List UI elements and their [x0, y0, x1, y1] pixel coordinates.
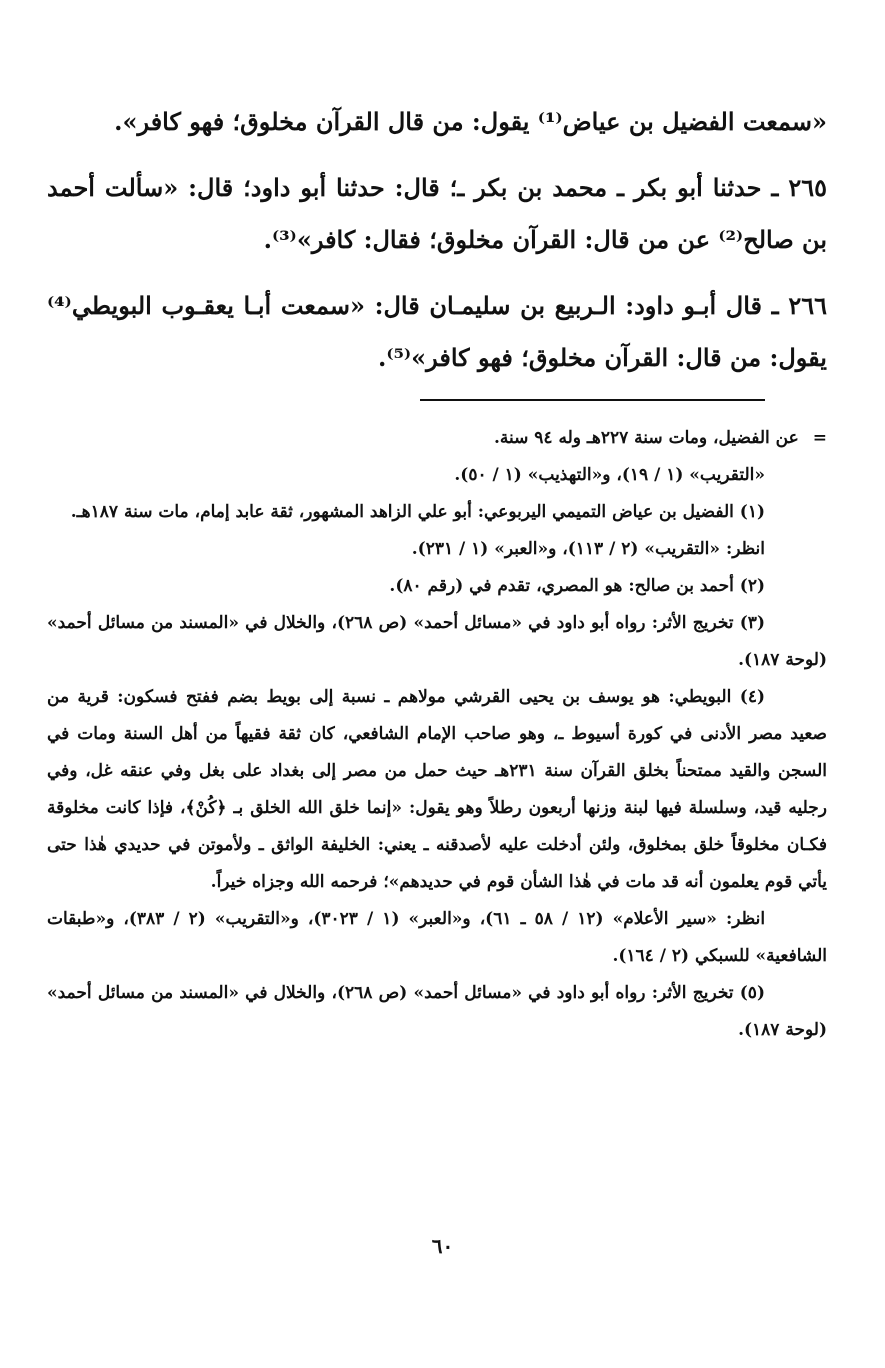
footnote-1: (١) الفضيل بن عياض التميمي اليربوعي: أبو علي الزاهد المشهور، ثقة عابد إمام، مات سنة ١٨٧هـ.	[70, 502, 765, 522]
footnote-continuation-text: عن الفضيل، ومات سنة ٢٢٧هـ وله ٩٤ سنة.	[493, 428, 799, 448]
footnote-2: (٢) أحمد بن صالح: هو المصري، تقدم في (رقم ٨٠).	[389, 576, 765, 596]
footnote-3: (٣) تخريج الأثر: رواه أبو داود في «مسائل أحمد» (ص ٢٦٨)، والخلال في «المسند من مسائل أحمد» (لوحة ١٨٧).	[47, 613, 827, 670]
continuation-mark: =	[812, 428, 827, 448]
paragraph-fudayl-quote: «سمعت الفضيل بن عياض⁽¹⁾ يقول: من قال القرآن مخلوق؛ فهو كافر».	[114, 107, 827, 136]
footnote-continuation-refs: «التقريب» (١ / ١٩)، و«التهذيب» (١ / ٥٠).	[454, 465, 765, 485]
footnote-1-refs: انظر: «التقريب» (٢ / ١١٣)، و«العبر» (١ / ٢٣١).	[411, 539, 765, 559]
footnote-4: (٤) البويطي: هو يوسف بن يحيى القرشي مولاهم ـ نسبة إلى بويط بضم ففتح فسكون: قرية من صعيد مصر الأدنى في كورة أسيوط ـ، وهو صاحب الإمام الشافعي، كان ثقة فقيهاً من أهل السنة ومات في السجن والقيد ممتحناً بخلق القرآن سنة ٢٣١هـ حيث حمل من مصر إلى بغداد على بغل وفي عنقه غل، وفي رجليه قيد، وسلسلة فيها لبنة وزنها أربعون رطلاً وهو يقول: «إنما خلق الله الخلق بـ ﴿كُنْ﴾، فإذا كانت مخلوقة فكـان مخلوقاً خلق بمخلوق، ولئن أدخلت عليه لأصدقنه ـ يعني: الخليفة الواثق ـ ولأموتن في حديدي هٰذا حتى يأتي قوم يعلمون أنه قد مات في هٰذا الشأن قوم في حديدهم»؛ فرحمه الله وجزاه خيراً.	[47, 687, 827, 892]
main-text	[47, 96, 827, 384]
footnote-4-refs: انظر: «سير الأعلام» (١٢ / ٥٨ ـ ٦١)، و«العبر» (١ / ٣٠٢٣)، و«التقريب» (٢ / ٣٨٣)، و«طبقات الشافعية» للسبكي (٢ / ١٦٤).	[47, 909, 827, 966]
paragraph-265: ٢٦٥ ـ حدثنا أبو بكر ـ محمد بن بكر ـ؛ قال: حدثنا أبو داود؛ قال: «سألت أحمد بن صالح⁽²⁾ عن من قال: القرآن مخلوق؛ فقال: كافر»⁽³⁾.	[47, 173, 827, 254]
footnotes	[47, 420, 827, 1049]
footnote-continuation	[47, 420, 827, 457]
paragraph-266: ٢٦٦ ـ قال أبـو داود: الـربيع بن سليمـان قال: «سمعت أبـا يعقـوب البويطي⁽⁴⁾ يقول: من قال: القرآن مخلوق؛ فهو كافر»⁽⁵⁾.	[47, 291, 827, 372]
footnote-separator	[420, 399, 765, 401]
footnote-5: (٥) تخريج الأثر: رواه أبو داود في «مسائل أحمد» (ص ٢٦٨)، والخلال في «المسند من مسائل أحمد» (لوحة ١٨٧).	[47, 983, 827, 1040]
page-number: ٦٠	[431, 1234, 454, 1258]
